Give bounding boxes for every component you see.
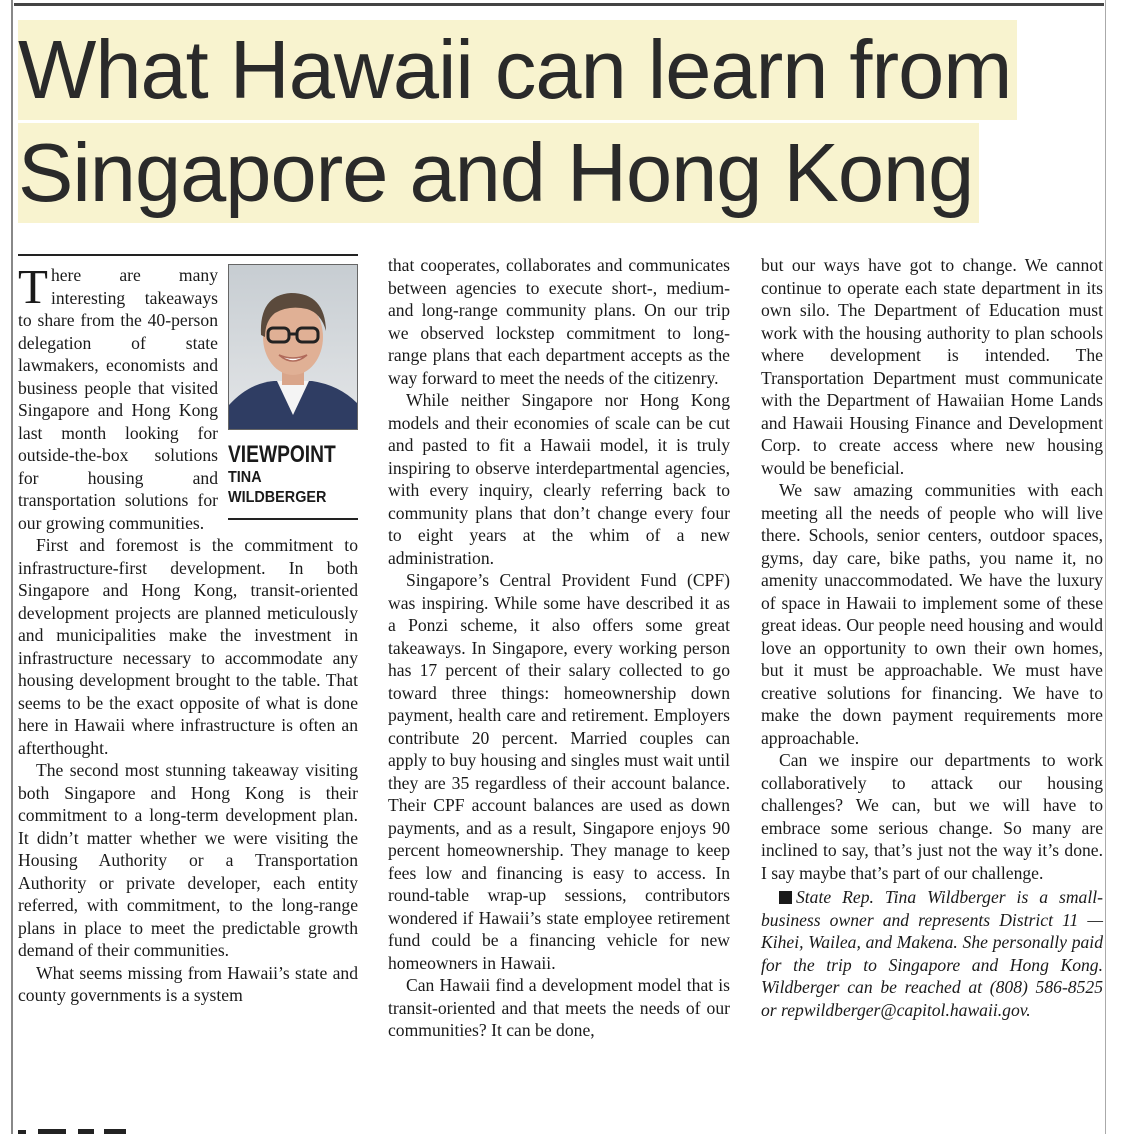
- article-column-3: [761, 254, 1103, 1021]
- paragraph-2: First and foremost is the commitment to infrastructure-first development. In both Singapore and Hong Kong, transit-oriented development projects are planned meticulously and municipalities make the investment in infrastructure necessary to accommodate any housing development brought to the table. That seems to be the exact opposite of what is done here in Hawaii where infrastructure is often an afterthought.: [18, 535, 358, 758]
- byline-last-name: WILDBERGER: [228, 489, 327, 506]
- sidebar-bottom-rule: [228, 518, 358, 520]
- page-edge-left: [11, 0, 13, 1134]
- author-bio-text: State Rep. Tina Wildberger is a small-business owner and represents District 11 — Kihei, Wailea, and Makena. She personally paid for the trip to Singapore and Hong Kong. Wildberger can be reached at (808) 586-8525 or repwildberger@capitol.hawaii.gov.: [761, 887, 1103, 1020]
- cropped-next-headline-fragment: [18, 1128, 158, 1134]
- author-portrait-icon: [229, 265, 357, 429]
- drop-cap: T: [18, 259, 48, 314]
- paragraph-4-start: What seems missing from Hawaii’s state and county governments is a system: [18, 962, 358, 1005]
- paragraph-7-start: Can Hawaii find a development model that is transit-oriented and that meets the needs of our communities? It can be done,: [388, 975, 730, 1040]
- paragraph-1-text: here are many interesting takeaways to share from the 40-person delegation of state lawmakers, economists and business people that visited Singapore and Hong Kong last month looking for outside-the-box solutions for housing and transportation solutions for our growing communities.: [18, 265, 218, 533]
- paragraph-4-continued: that cooperates, collaborates and communicates between agencies to execute short-, medium- and long-range community plans. On our trip we observed lockstep commitment to long-range plans that each department accepts as the way forward to meet the needs of the citizenry.: [388, 255, 730, 388]
- top-rule: [14, 3, 1104, 6]
- author-photo: [228, 264, 358, 430]
- viewpoint-kicker: VIEWPOINT: [228, 441, 336, 468]
- paragraph-8: We saw amazing communities with each meeting all the needs of people who will live there. Schools, senior centers, outdoor spaces, gyms, day care, bike paths, you name it, no amenity unaccommodated. We have the luxury of space in Hawaii to implement some of these great ideas. Our people need housing and would love an opportunity to own their own homes, but it must be approachable. We must have creative solutions for financing. We have to make the down payment requirements more approachable.: [761, 480, 1103, 748]
- paragraph-7-continued: but our ways have got to change. We cannot continue to operate each state department in its own silo. The Department of Education must work with the housing authority to plan schools where development is intended. The Transportation Department must communicate with the Department of Hawaiian Home Lands and Hawaii Housing Finance and Development Corp. to create access where new housing would be beneficial.: [761, 255, 1103, 478]
- article-column-2: [388, 254, 730, 1042]
- article-column-1: [18, 254, 358, 1007]
- paragraph-5: While neither Singapore nor Hong Kong models and their economies of scale can be cut and pasted to fit a Hawaii model, it is truly inspiring to observe interdepartmental agencies, with every inquiry, clearly referring back to community plans that don’t change every four to eight years at the whim of a new administration.: [388, 390, 730, 568]
- page-edge-right: [1105, 0, 1106, 1134]
- byline-first-name: TINA: [228, 469, 262, 486]
- column-top-rule: [18, 254, 358, 256]
- author-bio: [761, 886, 1103, 1021]
- viewpoint-sidebar: [228, 264, 358, 520]
- headline-line-2: Singapore and Hong Kong: [18, 123, 979, 223]
- bio-square-bullet-icon: [779, 891, 792, 904]
- paragraph-6: Singapore’s Central Provident Fund (CPF) was inspiring. While some have described it as a Ponzi scheme, it also offers some great takeaways. In Singapore, every working person has 17 percent of their salary collected to go toward three things: homeownership down payment, health care and retirement. Employers contribute 20 percent. Married couples can apply to buy housing and singles must wait until they are 35 regardless of their account balance. Their CPF account balances are used as down payments, and as a result, Singapore enjoys 90 percent homeownership. They manage to keep fees low and financing is easy to access. In round-table wrap-up sessions, contributors wondered if Hawaii’s state employee retirement fund could be a financing vehicle for new homeowners in Hawaii.: [388, 570, 730, 973]
- paragraph-3: The second most stunning takeaway visiting both Singapore and Hong Kong is their commitment to a long-term development plan. It didn’t matter whether we were visiting the Housing Authority or a Transportation Authority or private developer, each entity referred, with commitment, to the long-range plans in place to meet the predictable growth demand of their communities.: [18, 760, 358, 960]
- paragraph-9: Can we inspire our departments to work collaboratively to attack our housing challenges? We can, but we will have to embrace some serious change. So many are inclined to say, that’s just not the way it’s done. I say maybe that’s part of our challenge.: [761, 750, 1103, 883]
- headline-line-1: What Hawaii can learn from: [18, 20, 1017, 120]
